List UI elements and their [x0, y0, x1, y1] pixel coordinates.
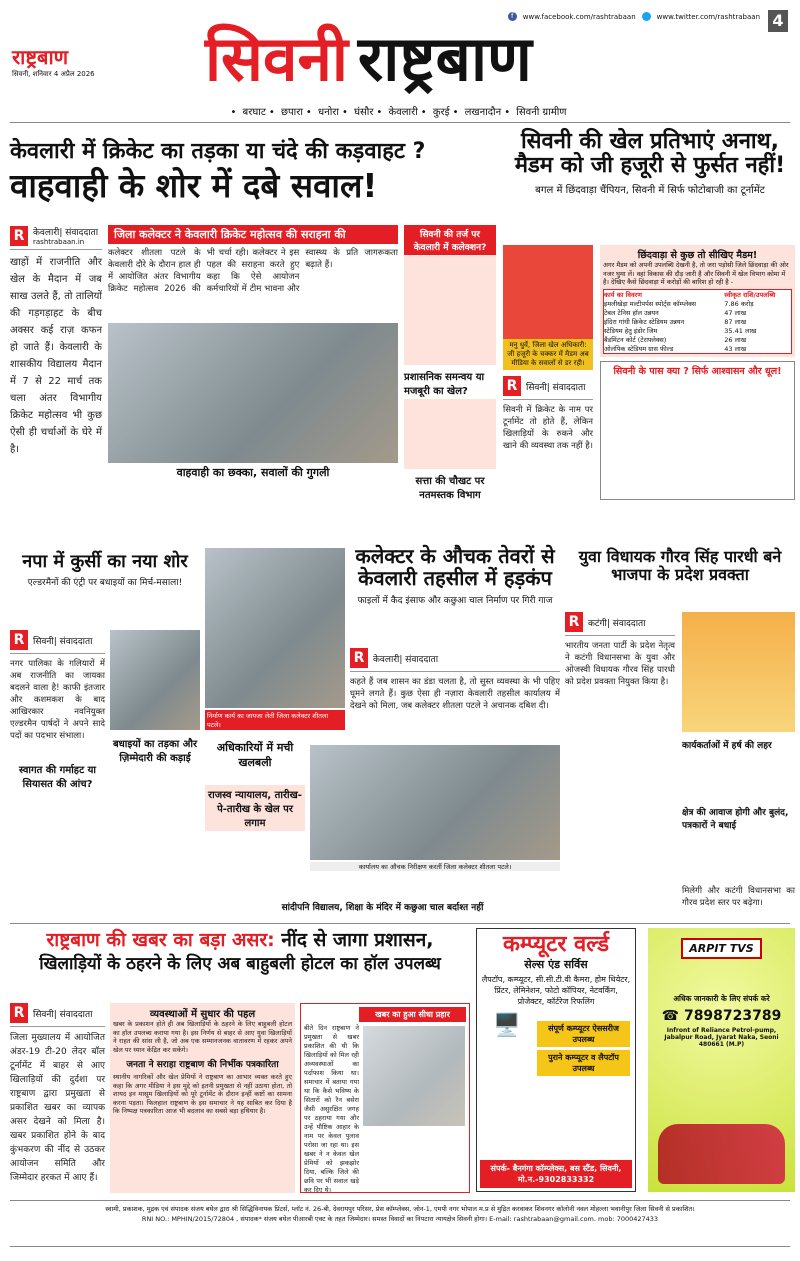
divider [10, 1200, 790, 1201]
rashtrabaan-logo-icon: R [10, 1003, 28, 1023]
table-cell: ओलंपिक स्टेडियम ग्रास फील्ड [604, 344, 674, 353]
mla-photo [682, 612, 795, 732]
divider [10, 122, 790, 123]
subhead: बगल में छिंदवाड़ा चैंपियन, सिवनी में सिर्फ फोटोबाजी का टूर्नामेंट [535, 185, 765, 197]
table-row [604, 335, 792, 344]
improvement-box: व्यवस्थाओं में सुधार की पहल खबर के प्रकाशन होते ही अब खिलाड़ियों के ठहरने के लिए बाहुबली होटल का हॉल उपलब्ध कराया गया है। इस निर्णय से बाहर से आए युवा खिलाड़ियों ने राहत की सांस ली है, जो अब एक सम्मानजनक वातावरण में रहकर अपने खेल पर ध्यान केंद्रित कर सकेंगे। जनता ने सराहा राष्ट्रबाण की निर्भीक पत्रकारिता स्थानीय नागरिकों और खेल प्रेमियों ने राष्ट्रबाण का आभार व्यक्त करते हुए कहा कि अगर मीडिया ने इस मुद्दे को इतनी प्रमुखता से नहीं उठाया होता, तो शायद इन मासूम खिलाड़ियों को पूरे टूर्नामेंट के दौरान इन्हीं कष्टों का सामना करना पड़ता। फिलहाल राष्ट्रबाण के इस समाचार ने यह साबित कर दिया है कि निष्पक्ष पत्रकारिता आज भी बदलाव का सबसे बड़ा हथियार है। [110, 1003, 295, 1193]
story2-boxes [600, 245, 795, 500]
table-row [604, 326, 792, 335]
table-cell: टेबल टेनिस हॉल उन्नयन [604, 308, 659, 317]
table-cell: इमलीखेड़ा मल्टीपर्पस स्पोर्ट्स कॉम्प्लेक्स [604, 299, 697, 308]
town-link[interactable]: छपारा [280, 107, 303, 118]
story-municipality: नपा में कुर्सी का नया शोर एल्डरमैनों की एंट्री पर बधाइयों का मिर्च-मसाला! [22, 551, 188, 588]
byline: R कटंगी| संवाददाता [565, 612, 675, 636]
funding-table [603, 289, 792, 354]
story5-col: R कटंगी| संवाददाता भारतीय जनता पार्टी के प्रदेश नेतृत्व ने कटंगी विधानसभा के युवा और ओजस्वी विधायक गौरव सिंह पारधी को प्रदेश प्रवक्ता नियुक्त किया है। [565, 614, 675, 687]
seoni-box: सिवनी के पास क्या ? सिर्फ आश्वासन और धूल! [600, 361, 795, 500]
motorcycle-image [658, 1124, 785, 1184]
headline: सिवनी की खेल प्रतिभाएं अनाथ, मैडम को जी हजूरी से फुर्सत नहीं! [514, 129, 786, 179]
table-cell: बैडमिंटन कोर्ट (टेराफ्लेक्स) [604, 335, 667, 344]
officer-photo: मनु धुर्वे, जिला खेल अधिकारी: जी हजूरी के चक्कर में मैडम अब मीडिया के सवालों से डर रही। [503, 245, 593, 370]
town-link[interactable]: केवलारी [388, 107, 418, 118]
story-collector: कलेक्टर के औचक तेवरों से केवलारी तहसील में हड़कंप फाइलों में कैद इंसाफ और कछुआ चाल निर्माण पर गिरी गाज [355, 544, 555, 606]
byline: R केवलारी| संवाददाता rashtrabaan.in [10, 225, 102, 250]
story-sports-talent [505, 130, 795, 196]
story1-lead-col: R केवलारी| संवाददाता rashtrabaan.in खाहों में राजनीति और खेल के मैदान में जब साख उलते हैं, तो तालियों की गड़गड़ाहट के बीच अक्सर कई राज़ कफन हो जाते हैं। केवलारी के शासकीय विद्यालय मैदान में 7 से 22 मार्च तक चला अंतर विभागीय क्रिकेट महोत्सव भी कुछ ऐसी ही चर्चाओं के घेरे में है। [10, 225, 102, 458]
story-mla: युवा विधायक गौरव सिंह पारधी बने भाजपा के प्रदेश प्रवक्ता [578, 547, 782, 584]
table-row [604, 308, 792, 317]
byline: R सिवनी| संवाददाता [10, 1003, 105, 1027]
rashtrabaan-logo-icon: R [565, 612, 583, 632]
masthead-title: सिवनी राष्ट्रबाण [205, 22, 532, 95]
table-cell: 7.86 करोड़ [724, 299, 754, 308]
town-link[interactable]: घंसौर [354, 107, 374, 118]
computer-world-ad: कम्प्यूटर वर्ल्ड सेल्स एंड सर्विस लैपटॉप, कम्प्यूटर, सी.सी.टी.वी कैमरा, होम थियेटर, प्रिंटर, लेमिनेशन, फोटो कॉपियर, नेटवर्किंग, प्रोजेक्टर, कॉर्टरेज रिफलिंग 🖥️ संपूर्ण कम्प्यूटर ऐससरीज उपलब्ध पुराने कम्प्यूटर व लैपटॉप उपलब्ध संपर्क- बैनगंगा कॉम्प्लेक्स, बस स्टैंड, सिवनी, मो.न.-9302833332 [476, 928, 636, 1192]
story3-col1: R सिवनी| संवाददाता नगर पालिका के गलियारों में अब राजनीति का जायका बदलने वाला है! काफी इंतजार और कशमकश के बाद आखिरकार नवनियुक्त एल्डरमैन पार्षदों ने अपने सादे पदों का पदभार संभाला। स्वागत की गर्माहट या सियासत की आंच? [10, 632, 105, 790]
town-link[interactable]: सिवनी ग्रामीण [516, 107, 567, 118]
issue-date: सिवनी, शनिवार 4 अप्रैल 2026 [12, 70, 95, 78]
divider [10, 1246, 790, 1247]
rashtrabaan-logo-icon: R [350, 648, 368, 668]
town-list: • बरघाट • छपारा • धनोरा • घंसौर • केवलारी • कुरई • लखनादौन • सिवनी ग्रामीण [230, 107, 567, 118]
tvs-logo: ARPIT TVS [681, 938, 761, 959]
clipping-image [363, 1026, 465, 1126]
chhindwara-box: छिंदवाड़ा से कुछ तो सीखिए मैडम! अगर मैडम को अपनी उपलब्धि देखनी है, तो जरा पड़ोसी जिले छिंदवाड़ा की ओर नजर घुमा लें। वहां विकास की दौड़ जारी है और सिवनी में खेल विभाग कोमा में है। देखिए कैसे छिंदवाड़ा में करोड़ों की बारिश हो रही है - कार्य का विवरण स्वीकृत राशि/उपलब्धि इमलीखेड़ा मल्टीपर्पस स्पोर्ट्स कॉम्प्लेक्स 7.86 करोड़ टेबल टेनिस हॉल उन्नयन 47 लाख इंदिरा गांधी क्रिकेट स्टेडियम उन्नयन 87 लाख स्टेडियम हेतु इंडोर जिम 35.41 लाख बैडमिंटन कोर्ट (टेराफ्लेक्स) 26 लाख ओलंपिक स्टेडियम ग्रास फील्ड 43 लाख [600, 245, 795, 357]
byline: R केवलारी| संवाददाता [350, 648, 560, 672]
table-cell: इंदिरा गांधी क्रिकेट स्टेडियम उन्नयन [604, 317, 685, 326]
town-link[interactable]: लखनादौन [464, 107, 502, 118]
town-link[interactable]: धनोरा [318, 107, 339, 118]
table-header: कार्य का विवरण [604, 290, 642, 299]
headline: वाहवाही के शोर में दबे सवाल! [10, 166, 378, 206]
twitter-link[interactable]: www.twitter.com/rashtrabaan [656, 12, 760, 21]
facebook-icon: f [508, 12, 517, 21]
computer-icon: 🖥️ [493, 1013, 521, 1039]
inspection-photo [205, 548, 345, 708]
rashtrabaan-logo-icon: R [10, 630, 28, 650]
story-impact: राष्ट्रबाण की खबर का बड़ा असर: नींद से जागा प्रशासन, खिलाड़ियों के ठहरने के लिए अब बाहुबली होटल का हॉल उपलब्ध [39, 929, 441, 974]
page-number: 4 [768, 10, 788, 32]
news-clipping-box: खबर का हुआ सीधा प्रहार बीते दिन राष्ट्रबाण ने प्रमुखता से खबर प्रकाशित की थी कि खिलाड़ियों को मिल रही अव्यवस्थाओं का पर्दाफाश किया था। समाचार में बताया गया था कि कैसे भविष्य के सितारों को रैन बसेरा जैसी असुरक्षित जगह पर ठहराया गया और उन्हें पौष्टिक आहार के नाम पर केवल पुलाव परोसा जा रहा था। इस खबर ने न केवल खेल प्रेमियों को झकझोर दिया, बल्कि जिले की छवि पर भी सवाल खड़े कर दिए थे। [300, 1003, 470, 1193]
phone-number[interactable]: 7898723789 [683, 1008, 782, 1024]
story4-col: R केवलारी| संवाददाता कहते हैं जब शासन का डंडा चलता है, तो सुस्त व्यवस्था के भी पहिए घूमने लगते हैं। कुछ ऐसा ही नज़ारा केवलारी तहसील कार्यालय में देखने को मिला, जब कलेक्टर शीतला पटले ने अचानक दबिश दी। [350, 650, 560, 711]
kicker: केवलारी में क्रिकेट का तड़का या चंदे की कड़वाहट ? [10, 139, 426, 164]
table-row [604, 344, 792, 354]
table-header: स्वीकृत राशि/उपलब्धि [724, 290, 776, 299]
office-photo [310, 745, 560, 860]
aldermen-photo [110, 630, 200, 730]
table-row [604, 299, 792, 308]
table-row [604, 317, 792, 326]
photo-caption: वाहवाही का छक्का, सवालों की गुगली [176, 466, 330, 479]
rashtrabaan-logo-icon: R [10, 226, 28, 246]
event-photo [108, 323, 398, 463]
imprint: स्वामी, प्रकाशक, मुद्रक एवं संपादक संजय बघेल द्वारा श्री सिद्धिविनायक प्रिंटर्स, प्लॉट नं. 26-बी, देवरायपुर परिसर, प्रेस कॉम्प्लेक्स, जोन-1, एमपी नगर भोपाल म.प्र से मुद्रित करवाकर शिवनगर कॉलोनी नवल मोहल्ला भवानीपुर जिला सिवनी से प्रकाशित। RNI NO.: MPHIN/2015/72804 , संपादक* संजय बघेल पीआरबी एक्ट के तहत जिम्मेदार। समस्त विवादों का निपटारा न्यायक्षेत्र सिवनी होगा। E-mail: rashtrabaan@gmail.com. mob: 7000427433 [105, 1205, 695, 1223]
site-name: rashtrabaan.in [33, 238, 85, 246]
table-cell: 35.41 लाख [724, 326, 757, 335]
byline: R सिवनी| संवाददाता [10, 630, 105, 654]
byline: R सिवनी| संवाददाता [503, 376, 593, 400]
story6-col: R सिवनी| संवाददाता जिला मुख्यालय में आयोजित अंडर-19 टी-20 लेदर बॉल टूर्नामेंट में बाहर से आए खिलाड़ियों की दुर्दशा पर राष्ट्रबाण द्वारा प्रमुखता से प्रकाशित खबर का व्यापक असर देखने को मिला है। खबर प्रकाशित होने के बाद कुंभकरण की नींद से उठकर आयोजन समिति और जिम्मेदार हरकत में आए हैं। [10, 1005, 105, 1183]
twitter-icon [642, 12, 651, 21]
table-cell: स्टेडियम हेतु इंडोर जिम [604, 326, 658, 335]
town-link[interactable]: बरघाट [242, 107, 266, 118]
story2-byline-col: R सिवनी| संवाददाता सिवनी में क्रिकेट के नाम पर टूर्नामेंट तो होते हैं, लेकिन खिलाड़ियों के रुकने और खाने की व्यवस्था तक नहीं है। [503, 378, 593, 451]
divider [10, 923, 790, 924]
story-cricket [10, 140, 500, 204]
table-cell: 43 लाख [724, 344, 747, 353]
facebook-link[interactable]: www.facebook.com/rashtrabaan [522, 12, 636, 21]
small-logo: राष्ट्रबाण सिवनी, शनिवार 4 अप्रैल 2026 [12, 45, 95, 78]
phone-icon: ☎ [661, 1008, 680, 1024]
table-cell: 26 लाख [724, 335, 747, 344]
table-cell: 47 लाख [724, 308, 747, 317]
story1-main: जिला कलेक्टर ने केवलारी क्रिकेट महोत्सव की सराहना की कलेक्टर शीतला पटले के केवलारी दौरे के दौरान हाल ही में आयोजित अंतर विभागीय क्रिकेट महोत्सव 2026 की भी चर्चा रही। कलेक्टर ने इस पहल की सराहना करते हुए कहा कि ऐसे आयोजन कर्मचारियों में टीम भावना और स्वास्थ्य के प्रति जागरूकता बढ़ाते हैं। वाहवाही का छक्का, सवालों की गुगली [108, 225, 398, 480]
town-link[interactable]: कुरई [432, 107, 450, 118]
tvs-ad: ARPIT TVS अधिक जानकारी के लिए संपर्क करे ☎ 7898723789 Infront of Reliance Petrol-pump, Jabalpur Road, Jyarat Naka, Seoni 480661 (M.P) [648, 928, 795, 1192]
sidebar-box: सिवनी की तर्ज पर केवलारी में कलेक्शन? प्रशासनिक समन्वय या मजबूरी का खेल? सत्ता की चौखट पर नतमस्तक विभाग [404, 225, 496, 503]
rashtrabaan-logo-icon: R [503, 376, 521, 396]
table-cell: 87 लाख [724, 317, 747, 326]
social-links [508, 12, 760, 21]
